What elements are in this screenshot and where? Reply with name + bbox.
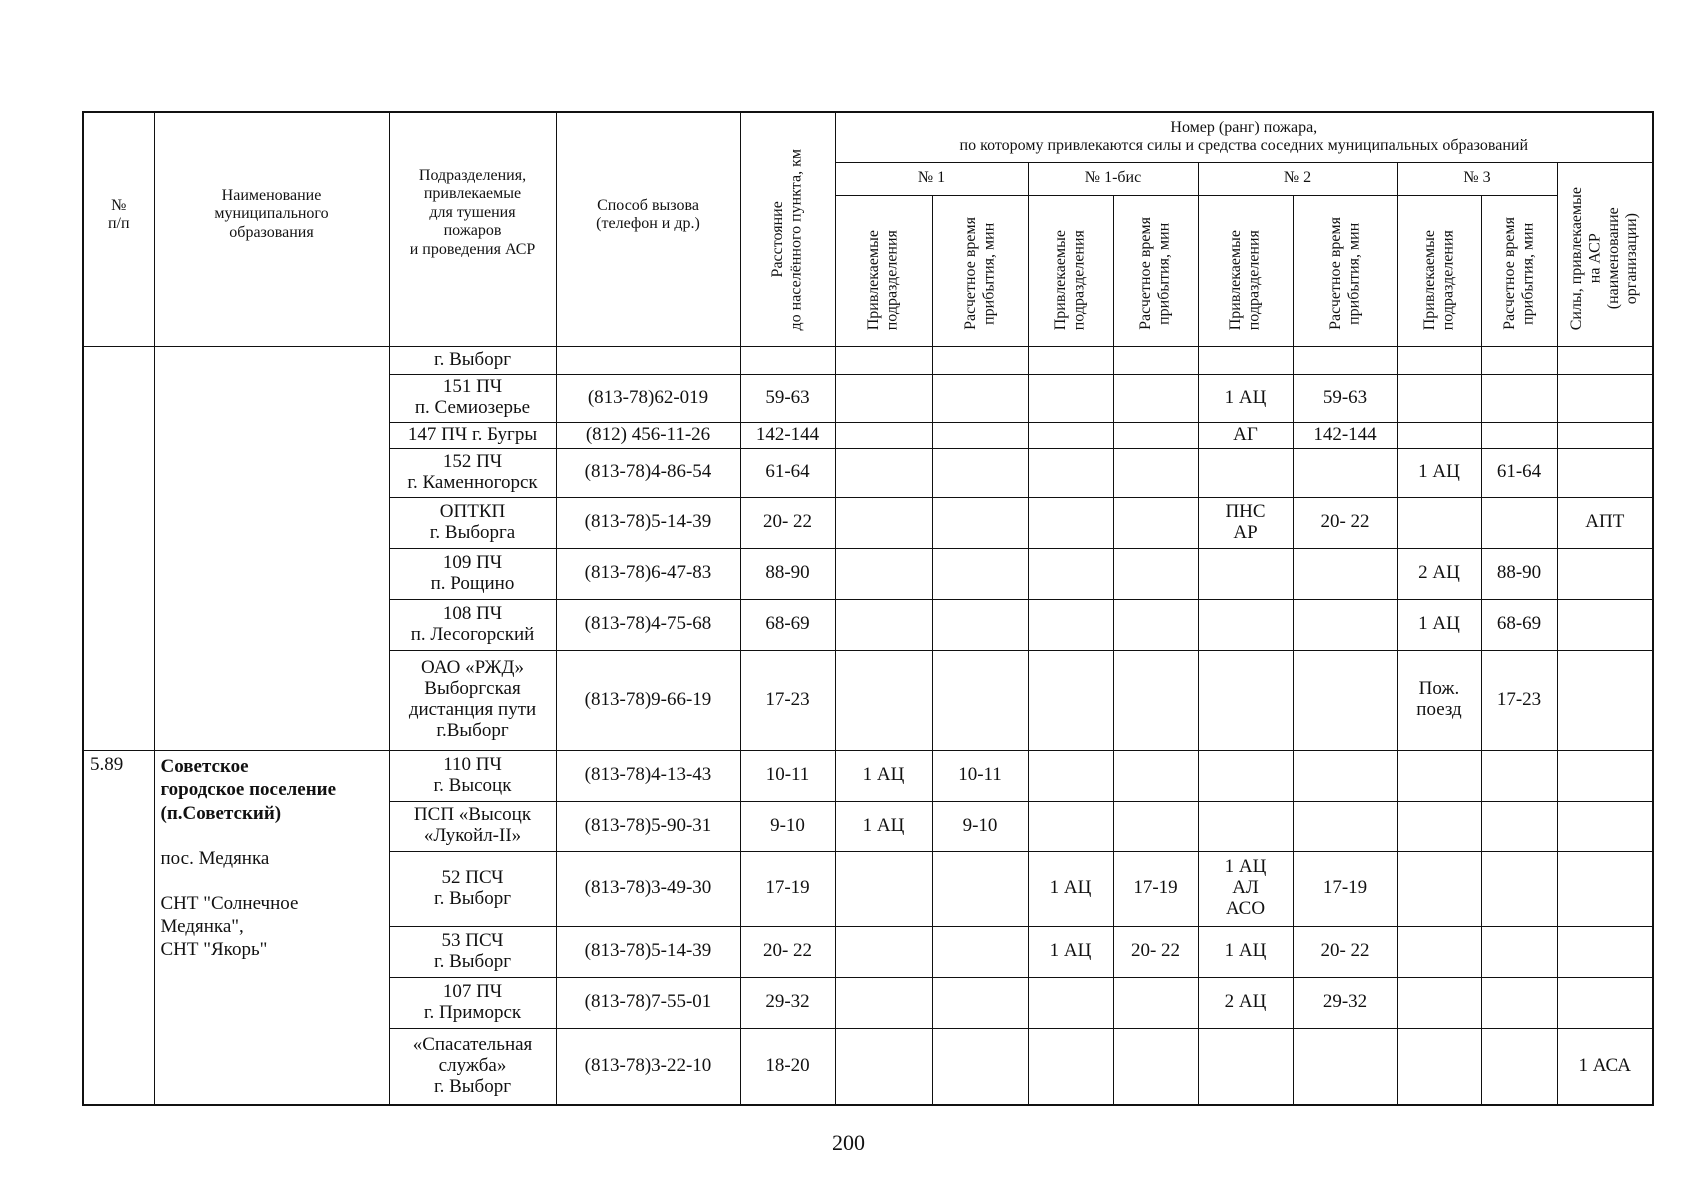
cell-r3-time (1481, 801, 1557, 851)
municipality-settlements: пос. Медянка СНТ "Солнечное Медянка", СНТ "Якорь" (160, 847, 299, 960)
cell-r1-time (932, 497, 1028, 548)
cell-asr (1557, 650, 1653, 750)
cell-r1bis-time (1113, 422, 1198, 448)
cell-r2-time (1293, 750, 1397, 801)
cell-r1bis-unit (1028, 650, 1113, 750)
cell-r1-unit (835, 926, 932, 977)
cell-r2-time (1293, 1028, 1397, 1105)
cell-phone: (812) 456-11-26 (556, 422, 740, 448)
cell-r3-unit (1397, 851, 1481, 926)
header-rank-3: № 3 (1397, 162, 1557, 195)
cell-unit: 152 ПЧ г. Каменногорск (389, 448, 556, 497)
header-time: Расчетное время прибытия, мин (1113, 195, 1198, 346)
cell-unit: ПСП «Высоцк «Лукойл-II» (389, 801, 556, 851)
header-attracted: Привлекаемые подразделения (835, 195, 932, 346)
municipality-name: Советское городское поселение (п.Советский) (160, 755, 337, 824)
cell-r1-unit (835, 650, 932, 750)
cell-name (154, 346, 389, 750)
header-rank-2: № 2 (1198, 162, 1397, 195)
cell-r1bis-unit (1028, 750, 1113, 801)
cell-asr (1557, 977, 1653, 1028)
cell-r2-time (1293, 346, 1397, 374)
cell-r3-unit (1397, 346, 1481, 374)
cell-r2-time (1293, 548, 1397, 599)
cell-r2-unit: ПНС АР (1198, 497, 1293, 548)
cell-r1-time (932, 346, 1028, 374)
cell-unit: 107 ПЧ г. Приморск (389, 977, 556, 1028)
header-units: Подразделения, привлекаемые для тушения пожаров и проведения АСР (389, 112, 556, 346)
cell-r3-unit (1397, 422, 1481, 448)
cell-r1-time (932, 448, 1028, 497)
cell-r1-time (932, 650, 1028, 750)
cell-r1-unit (835, 1028, 932, 1105)
table-row (83, 750, 1653, 801)
cell-distance: 142-144 (740, 422, 835, 448)
cell-unit: 53 ПСЧ г. Выборг (389, 926, 556, 977)
cell-r1bis-time (1113, 801, 1198, 851)
cell-unit: 109 ПЧ п. Рощино (389, 548, 556, 599)
cell-r3-time (1481, 977, 1557, 1028)
cell-r1-unit (835, 346, 932, 374)
cell-asr: 1 АСА (1557, 1028, 1653, 1105)
cell-r2-time: 20- 22 (1293, 926, 1397, 977)
cell-r1bis-unit (1028, 497, 1113, 548)
cell-r2-time (1293, 801, 1397, 851)
cell-num: 5.89 (83, 750, 154, 1105)
cell-r2-time: 142-144 (1293, 422, 1397, 448)
cell-asr (1557, 422, 1653, 448)
cell-r1bis-time (1113, 448, 1198, 497)
cell-r2-unit (1198, 650, 1293, 750)
cell-r1-time (932, 548, 1028, 599)
header-attracted: Привлекаемые подразделения (1028, 195, 1113, 346)
cell-distance: 17-19 (740, 851, 835, 926)
cell-r1bis-unit (1028, 1028, 1113, 1105)
cell-r3-time (1481, 374, 1557, 422)
cell-asr (1557, 801, 1653, 851)
cell-distance: 29-32 (740, 977, 835, 1028)
table-body (83, 346, 1653, 1105)
table-header (83, 112, 1653, 346)
cell-r3-time: 88-90 (1481, 548, 1557, 599)
cell-r1bis-unit (1028, 422, 1113, 448)
cell-r3-unit (1397, 977, 1481, 1028)
cell-asr (1557, 926, 1653, 977)
cell-asr (1557, 599, 1653, 650)
header-time: Расчетное время прибытия, мин (1293, 195, 1397, 346)
cell-asr: АПТ (1557, 497, 1653, 548)
cell-r3-time (1481, 422, 1557, 448)
cell-r1bis-unit (1028, 801, 1113, 851)
cell-r1bis-unit: 1 АЦ (1028, 926, 1113, 977)
cell-r1-unit (835, 548, 932, 599)
cell-asr (1557, 851, 1653, 926)
page-number: 200 (832, 1130, 865, 1155)
cell-r3-unit: 2 АЦ (1397, 548, 1481, 599)
cell-asr (1557, 548, 1653, 599)
cell-r3-unit (1397, 801, 1481, 851)
cell-distance: 9-10 (740, 801, 835, 851)
cell-r2-unit (1198, 599, 1293, 650)
cell-r1-unit (835, 448, 932, 497)
cell-r2-time: 17-19 (1293, 851, 1397, 926)
cell-r1-time (932, 1028, 1028, 1105)
cell-r1bis-time (1113, 548, 1198, 599)
table-row (83, 346, 1653, 374)
cell-r3-time (1481, 851, 1557, 926)
cell-phone: (813-78)4-86-54 (556, 448, 740, 497)
cell-unit: «Спасательная служба» г. Выборг (389, 1028, 556, 1105)
cell-r3-time (1481, 926, 1557, 977)
cell-phone: (813-78)6-47-83 (556, 548, 740, 599)
cell-r3-unit: Пож. поезд (1397, 650, 1481, 750)
cell-distance: 18-20 (740, 1028, 835, 1105)
cell-r1-unit: 1 АЦ (835, 750, 932, 801)
cell-r3-unit (1397, 750, 1481, 801)
cell-distance: 88-90 (740, 548, 835, 599)
cell-phone: (813-78)9-66-19 (556, 650, 740, 750)
cell-r1-unit (835, 422, 932, 448)
header-name: Наименование муниципального образования (154, 112, 389, 346)
cell-r1bis-unit (1028, 599, 1113, 650)
fire-forces-table (82, 111, 1654, 1106)
cell-unit: 52 ПСЧ г. Выборг (389, 851, 556, 926)
cell-r1-unit (835, 497, 932, 548)
cell-r3-unit: 1 АЦ (1397, 448, 1481, 497)
cell-r1bis-time (1113, 374, 1198, 422)
cell-r1-time (932, 977, 1028, 1028)
cell-r2-time (1293, 599, 1397, 650)
cell-asr (1557, 374, 1653, 422)
cell-phone: (813-78)3-22-10 (556, 1028, 740, 1105)
cell-unit: ОАО «РЖД» Выборгская дистанция пути г.Выборг (389, 650, 556, 750)
cell-name (154, 750, 389, 1105)
cell-unit: 110 ПЧ г. Высоцк (389, 750, 556, 801)
cell-r3-unit (1397, 497, 1481, 548)
cell-r1bis-time (1113, 599, 1198, 650)
cell-r2-unit (1198, 801, 1293, 851)
header-time: Расчетное время прибытия, мин (932, 195, 1028, 346)
cell-distance: 61-64 (740, 448, 835, 497)
cell-r2-unit: 1 АЦ (1198, 374, 1293, 422)
cell-r1-time (932, 926, 1028, 977)
header-rank-1bis: № 1-бис (1028, 162, 1198, 195)
cell-r1-unit (835, 599, 932, 650)
cell-r1-time (932, 599, 1028, 650)
cell-r1bis-unit (1028, 448, 1113, 497)
cell-r2-unit: 2 АЦ (1198, 977, 1293, 1028)
header-attracted: Привлекаемые подразделения (1397, 195, 1481, 346)
cell-r3-time: 17-23 (1481, 650, 1557, 750)
cell-phone: (813-78)5-14-39 (556, 497, 740, 548)
cell-r1-time (932, 374, 1028, 422)
cell-distance: 10-11 (740, 750, 835, 801)
cell-r2-time: 59-63 (1293, 374, 1397, 422)
cell-distance: 20- 22 (740, 926, 835, 977)
header-call: Способ вызова (телефон и др.) (556, 112, 740, 346)
cell-r3-time (1481, 750, 1557, 801)
header-fire-rank: Номер (ранг) пожара, по которому привлекаются силы и средства соседних муниципальных образований (835, 112, 1653, 162)
header-attracted: Привлекаемые подразделения (1198, 195, 1293, 346)
cell-r1bis-time (1113, 977, 1198, 1028)
cell-r3-unit (1397, 926, 1481, 977)
cell-r1bis-time: 17-19 (1113, 851, 1198, 926)
cell-r1bis-unit: 1 АЦ (1028, 851, 1113, 926)
cell-r1-time (932, 851, 1028, 926)
cell-r1-unit (835, 851, 932, 926)
cell-unit: ОПТКП г. Выборга (389, 497, 556, 548)
cell-r3-unit: 1 АЦ (1397, 599, 1481, 650)
cell-r1bis-unit (1028, 548, 1113, 599)
cell-phone: (813-78)5-14-39 (556, 926, 740, 977)
header-rank-1: № 1 (835, 162, 1028, 195)
cell-r1bis-unit (1028, 346, 1113, 374)
cell-phone: (813-78)5-90-31 (556, 801, 740, 851)
cell-r1bis-unit (1028, 374, 1113, 422)
cell-phone: (813-78)7-55-01 (556, 977, 740, 1028)
cell-r2-unit: АГ (1198, 422, 1293, 448)
cell-r2-unit (1198, 448, 1293, 497)
cell-r2-time (1293, 650, 1397, 750)
cell-num (83, 346, 154, 750)
cell-r2-unit: 1 АЦ (1198, 926, 1293, 977)
cell-r1-time: 10-11 (932, 750, 1028, 801)
cell-r1-unit (835, 374, 932, 422)
cell-r3-unit (1397, 1028, 1481, 1105)
cell-r1bis-time (1113, 750, 1198, 801)
cell-r2-time: 20- 22 (1293, 497, 1397, 548)
cell-r2-unit (1198, 548, 1293, 599)
cell-phone: (813-78)4-13-43 (556, 750, 740, 801)
cell-r2-unit (1198, 750, 1293, 801)
cell-phone: (813-78)4-75-68 (556, 599, 740, 650)
cell-asr (1557, 750, 1653, 801)
cell-r1-time (932, 422, 1028, 448)
cell-phone: (813-78)62-019 (556, 374, 740, 422)
cell-r1bis-time (1113, 346, 1198, 374)
cell-r1-unit (835, 977, 932, 1028)
cell-r1bis-time (1113, 497, 1198, 548)
cell-r2-unit (1198, 346, 1293, 374)
cell-r1-unit: 1 АЦ (835, 801, 932, 851)
cell-distance: 59-63 (740, 374, 835, 422)
cell-r3-time: 61-64 (1481, 448, 1557, 497)
cell-unit: 108 ПЧ п. Лесогорский (389, 599, 556, 650)
cell-distance: 68-69 (740, 599, 835, 650)
cell-unit: 151 ПЧ п. Семиозерье (389, 374, 556, 422)
cell-r1bis-unit (1028, 977, 1113, 1028)
cell-phone: (813-78)3-49-30 (556, 851, 740, 926)
cell-distance: 20- 22 (740, 497, 835, 548)
cell-r2-time (1293, 448, 1397, 497)
header-num: № п/п (83, 112, 154, 346)
cell-phone (556, 346, 740, 374)
cell-r3-time: 68-69 (1481, 599, 1557, 650)
cell-unit: г. Выборг (389, 346, 556, 374)
header-distance: Расстояние до населённого пункта, км (740, 112, 835, 346)
cell-distance (740, 346, 835, 374)
cell-r1bis-time (1113, 650, 1198, 750)
cell-r3-time (1481, 1028, 1557, 1105)
cell-r1bis-time: 20- 22 (1113, 926, 1198, 977)
cell-r2-unit (1198, 1028, 1293, 1105)
cell-r3-unit (1397, 374, 1481, 422)
cell-r1-time: 9-10 (932, 801, 1028, 851)
cell-r3-time (1481, 497, 1557, 548)
cell-r2-unit: 1 АЦ АЛ АСО (1198, 851, 1293, 926)
cell-asr (1557, 448, 1653, 497)
cell-r1bis-time (1113, 1028, 1198, 1105)
cell-asr (1557, 346, 1653, 374)
cell-unit: 147 ПЧ г. Бугры (389, 422, 556, 448)
cell-r3-time (1481, 346, 1557, 374)
header-time: Расчетное время прибытия, мин (1481, 195, 1557, 346)
cell-distance: 17-23 (740, 650, 835, 750)
header-asr: Силы, привлекаемые на АСР (наименование организации) (1557, 162, 1653, 346)
cell-r2-time: 29-32 (1293, 977, 1397, 1028)
